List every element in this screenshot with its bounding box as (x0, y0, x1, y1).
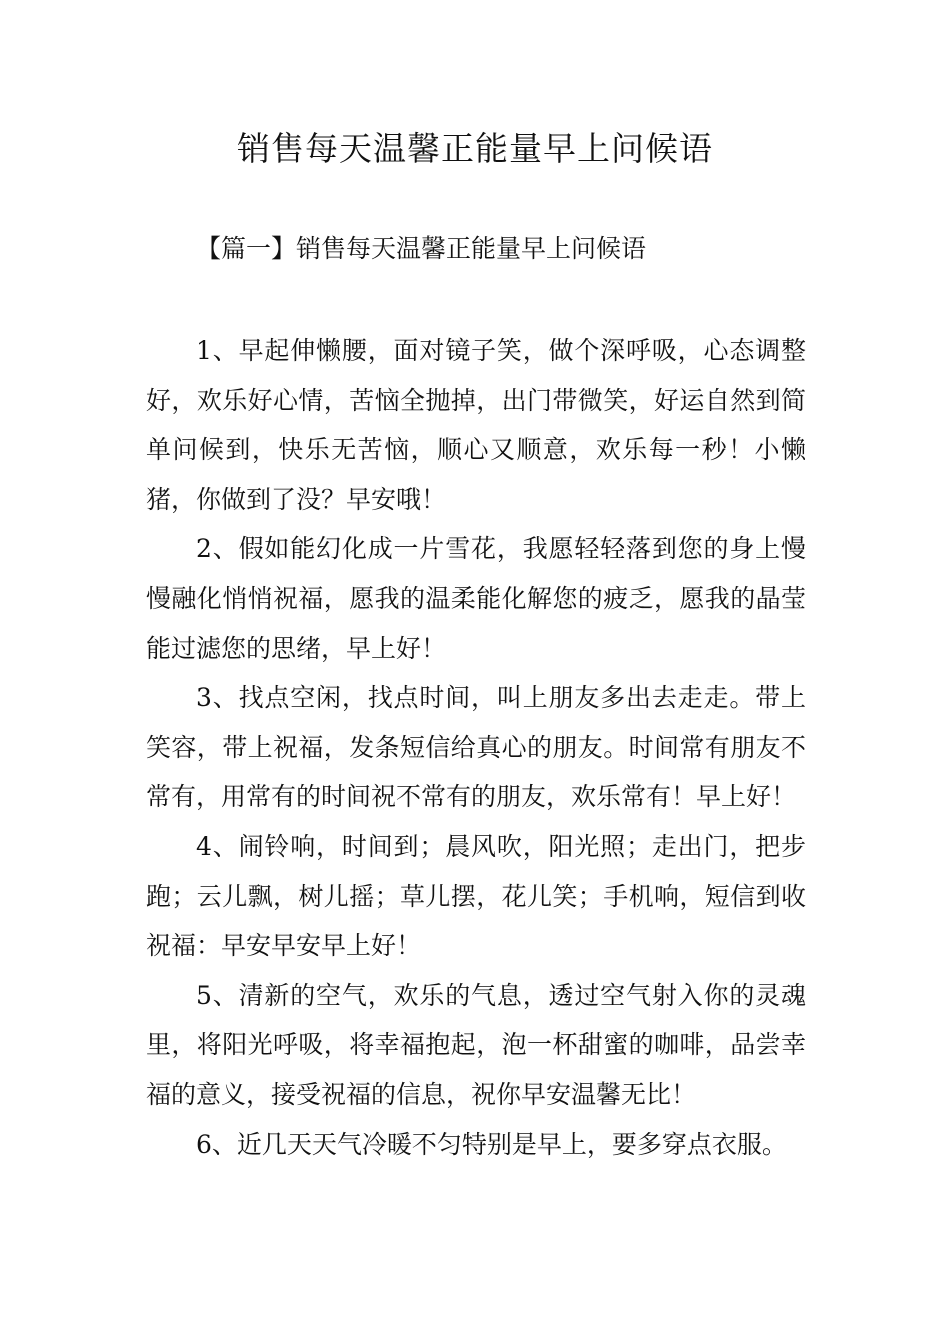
paragraph-2: 2、假如能幻化成一片雪花，我愿轻轻落到您的身上慢慢融化悄悄祝福，愿我的温柔能化解您的疲乏，愿我的晶莹能过滤您的思绪，早上好！ (146, 534, 806, 663)
paragraph-4: 4、闹铃响，时间到；晨风吹，阳光照；走出门，把步跑；云儿飘，树儿摇；草儿摆，花儿笑；手机响，短信到收祝福：早安早安早上好！ (146, 831, 806, 961)
paragraph-1: 1、早起伸懒腰，面对镜子笑，做个深呼吸，心态调整好，欢乐好心情，苦恼全抛掉，出门带微笑，好运自然到简单问候到，快乐无苦恼，顺心又顺意，欢乐每一秒！小懒猪，你做到了没？早安哦！ (146, 336, 806, 514)
document-body (146, 326, 806, 1169)
paragraph-3: 3、找点空闲，找点时间，叫上朋友多出去走走。带上笑容，带上祝福，发条短信给真心的朋友。时间常有朋友不常有，用常有的时间祝不常有的朋友，欢乐常有！早上好！ (146, 683, 806, 812)
paragraph-6: 6、近几天天气冷暖不匀特别是早上，要多穿点衣服。 (196, 1129, 787, 1159)
document-title: 销售每天温馨正能量早上问候语 (237, 129, 713, 168)
paragraph-5: 5、清新的空气，欢乐的气息，透过空气射入你的灵魂里，将阳光呼吸，将幸福抱起，泡一杯甜蜜的咖啡，品尝幸福的意义，接受祝福的信息，祝你早安温馨无比！ (146, 980, 806, 1109)
section-heading: 【篇一】销售每天温馨正能量早上问候语 (196, 234, 647, 263)
